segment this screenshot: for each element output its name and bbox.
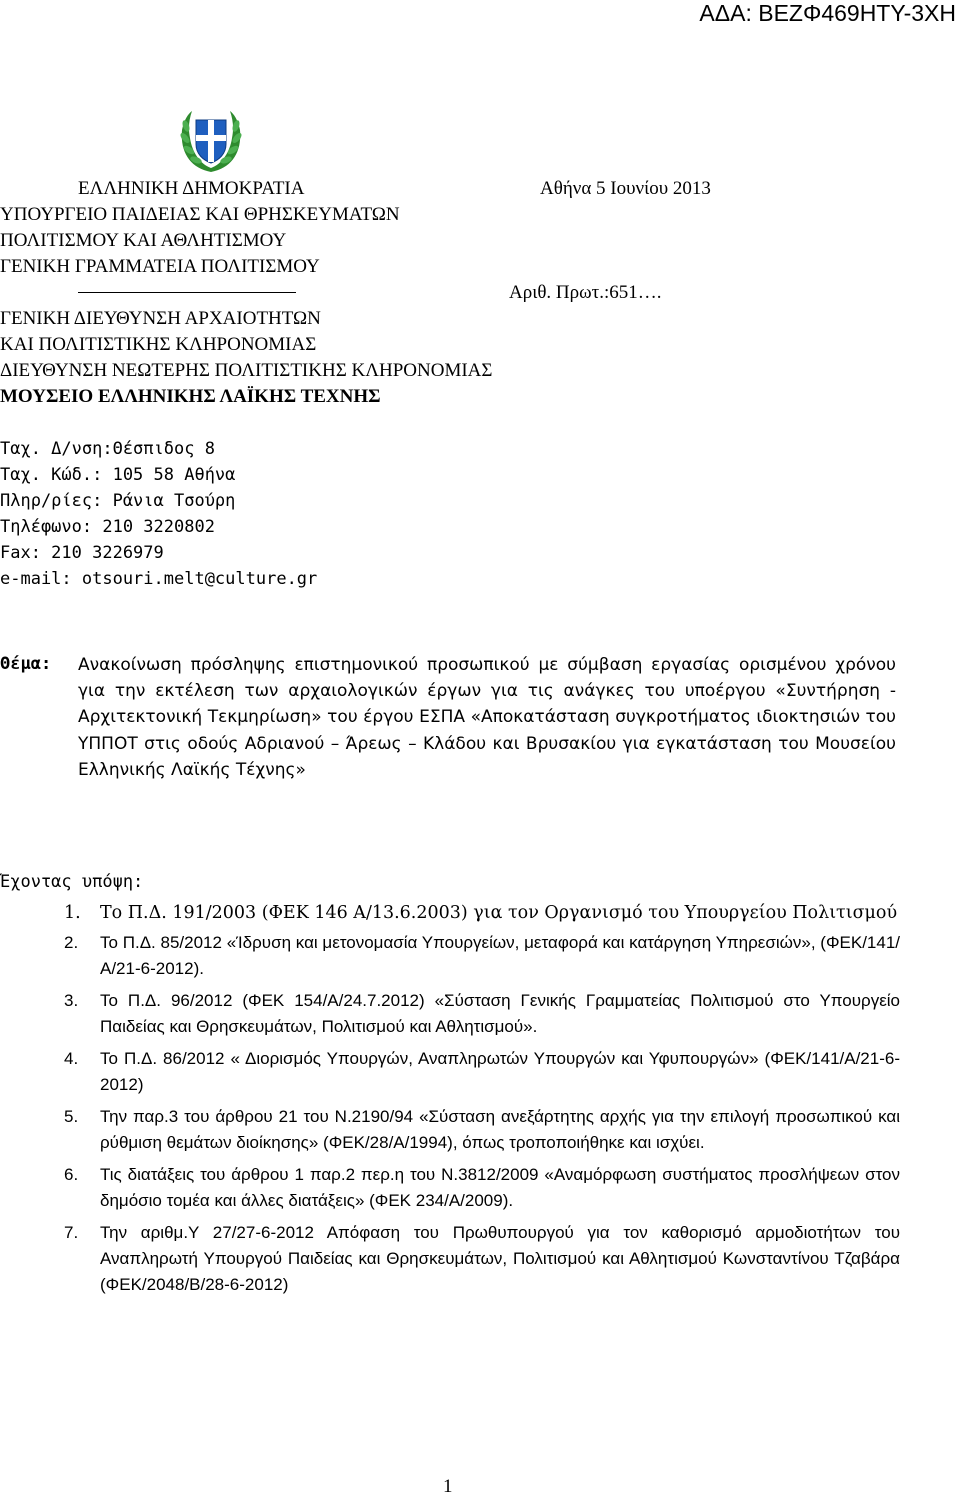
list-item-number: 5. [64, 1107, 79, 1126]
list-item [64, 1104, 900, 1156]
list-item [64, 900, 900, 926]
page-number: 1 [443, 1476, 453, 1497]
header-line-modern-heritage: ΔΙΕΥΘΥΝΣΗ ΝΕΩΤΕΡΗΣ ΠΟΛΙΤΙΣΤΙΚΗΣ ΚΛΗΡΟΝΟΜΙΑΣ [0, 360, 493, 381]
subject-text: Ανακοίνωση πρόσληψης επιστημονικού προσωπικού με σύμβαση εργασίας ορισμένου χρόνου για την εκτέλεση των αρχαιολογικών έργων για τις ανάγκες του υποέργου «Συντήρηση - Αρχιτεκτονική Τεκμηρίωση» του έργου ΕΣΠΑ «Αποκατάσταση συγκροτήματος ιδιοκτησιών του ΥΠΠΟΤ στις οδούς Αδριανού – Άρεως – Κλάδου και Βρυσακίου για εγκατάσταση του Μουσείου Ελληνικής Λαϊκής Τέχνης» [78, 655, 896, 780]
contact-phone: Τηλέφωνο: 210 3220802 [0, 517, 215, 537]
list-item-text: Το Π.Δ. 86/2012 « Διορισμός Υπουργών, Αναπληρωτών Υπουργών και Υφυπουργών» (ΦΕΚ/141/Α/21-6-2012) [100, 1049, 900, 1094]
header-line-secretariat: ΓΕΝΙΚΗ ΓΡΑΜΜΑΤΕΙΑ ΠΟΛΙΤΙΣΜΟΥ [0, 256, 320, 277]
subject-label: Θέμα: [0, 654, 52, 674]
contact-fax: Fax: 210 3226979 [0, 543, 164, 563]
list-item-number: 2. [64, 933, 79, 952]
contact-info: Πληρ/ρίες: Ράνια Τσούρη [0, 491, 236, 511]
header-line-museum: ΜΟΥΣΕΙΟ ΕΛΛΗΝΙΚΗΣ ΛΑΪΚΗΣ ΤΕΧΝΗΣ [0, 386, 381, 407]
list-item-text: Το Π.Δ. 85/2012 «Ίδρυση και μετονομασία Υπουργείων, μεταφορά και κατάργηση Υπηρεσιών», (ΦΕΚ/141/Α/21-6-2012). [100, 933, 900, 978]
list-item-text: Το Π.Δ. 96/2012 (ΦΕΚ 154/Α/24.7.2012) «Σύσταση Γενικής Γραμματείας Πολιτισμού στο Υπουργείο Παιδείας και Θρησκευμάτων, Πολιτισμού και Αθλητισμού». [100, 991, 900, 1036]
list-item-number: 4. [64, 1049, 79, 1068]
list-item [64, 930, 900, 982]
contact-email: e-mail: otsouri.melt@culture.gr [0, 569, 318, 589]
list-item-number: 1. [64, 903, 81, 923]
list-item-number: 6. [64, 1165, 79, 1184]
header-divider [78, 292, 296, 293]
list-item [64, 1046, 900, 1098]
header-line-culture: ΠΟΛΙΤΙΣΜΟΥ ΚΑΙ ΑΘΛΗΤΙΣΜΟΥ [0, 230, 287, 251]
document-date: Αθήνα 5 Ιουνίου 2013 [540, 178, 711, 199]
header-line-heritage: ΚΑΙ ΠΟΛΙΤΙΣΤΙΚΗΣ ΚΛΗΡΟΝΟΜΙΑΣ [0, 334, 317, 355]
header-line-antiquities: ΓΕΝΙΚΗ ΔΙΕΥΘΥΝΣΗ ΑΡΧΑΙΟΤΗΤΩΝ [0, 308, 321, 329]
list-item [64, 1220, 900, 1298]
contact-address: Ταχ. Δ/νση:Θέσπιδος 8 [0, 439, 215, 459]
list-item-number: 3. [64, 991, 79, 1010]
list-item-text: Την αριθμ.Υ 27/27-6-2012 Απόφαση του Πρωθυπουργού για τον καθορισμό αρμοδιοτήτων του Αναπληρωτή Υπουργού Παιδείας και Θρησκευμάτων, Πολιτισμού και Αθλητισμού Κωνσταντίνου Τζαβάρα (ΦΕΚ/2048/Β/28-6-2012) [100, 1223, 900, 1294]
list-item-text: Την παρ.3 του άρθρου 21 του Ν.2190/94 «Σύσταση ανεξάρτητης αρχής για την επιλογή προσωπικού και ρύθμιση θεμάτων διοίκησης» (ΦΕΚ/28/Α/1994), όπως τροποποιήθηκε και ισχύει. [100, 1107, 900, 1152]
list-item-text: Το Π.Δ. 191/2003 (ΦΕΚ 146 Α/13.6.2003) για τον Οργανισμό του Υπουργείου Πολιτισμού [100, 903, 898, 923]
list-item [64, 1162, 900, 1214]
list-item-text: Τις διατάξεις του άρθρου 1 παρ.2 περ.η του Ν.3812/2009 «Αναμόρφωση συστήματος προσλήψεων στον δημόσιο τομέα και άλλες διατάξεις» (ΦΕΚ 234/Α/2009). [100, 1165, 900, 1210]
header-line-ministry: ΥΠΟΥΡΓΕΙΟ ΠΑΙΔΕΙΑΣ ΚΑΙ ΘΡΗΣΚΕΥΜΑΤΩΝ [0, 204, 400, 225]
considering-heading: Έχοντας υπόψη: [0, 872, 144, 892]
greek-coat-of-arms-icon [176, 106, 246, 176]
considerations-list [64, 900, 900, 1298]
list-item [64, 988, 900, 1040]
protocol-number: Αριθ. Πρωτ.:651…. [509, 282, 662, 303]
contact-postcode: Ταχ. Κώδ.: 105 58 Αθήνα [0, 465, 236, 485]
list-item-number: 7. [64, 1223, 79, 1242]
header-line-republic: ΕΛΛΗΝΙΚΗ ΔΗΜΟΚΡΑΤΙΑ [78, 178, 305, 199]
ada-code: ΑΔΑ: ΒΕΖΦ469ΗΤΥ-3ΧΗ [699, 0, 956, 26]
